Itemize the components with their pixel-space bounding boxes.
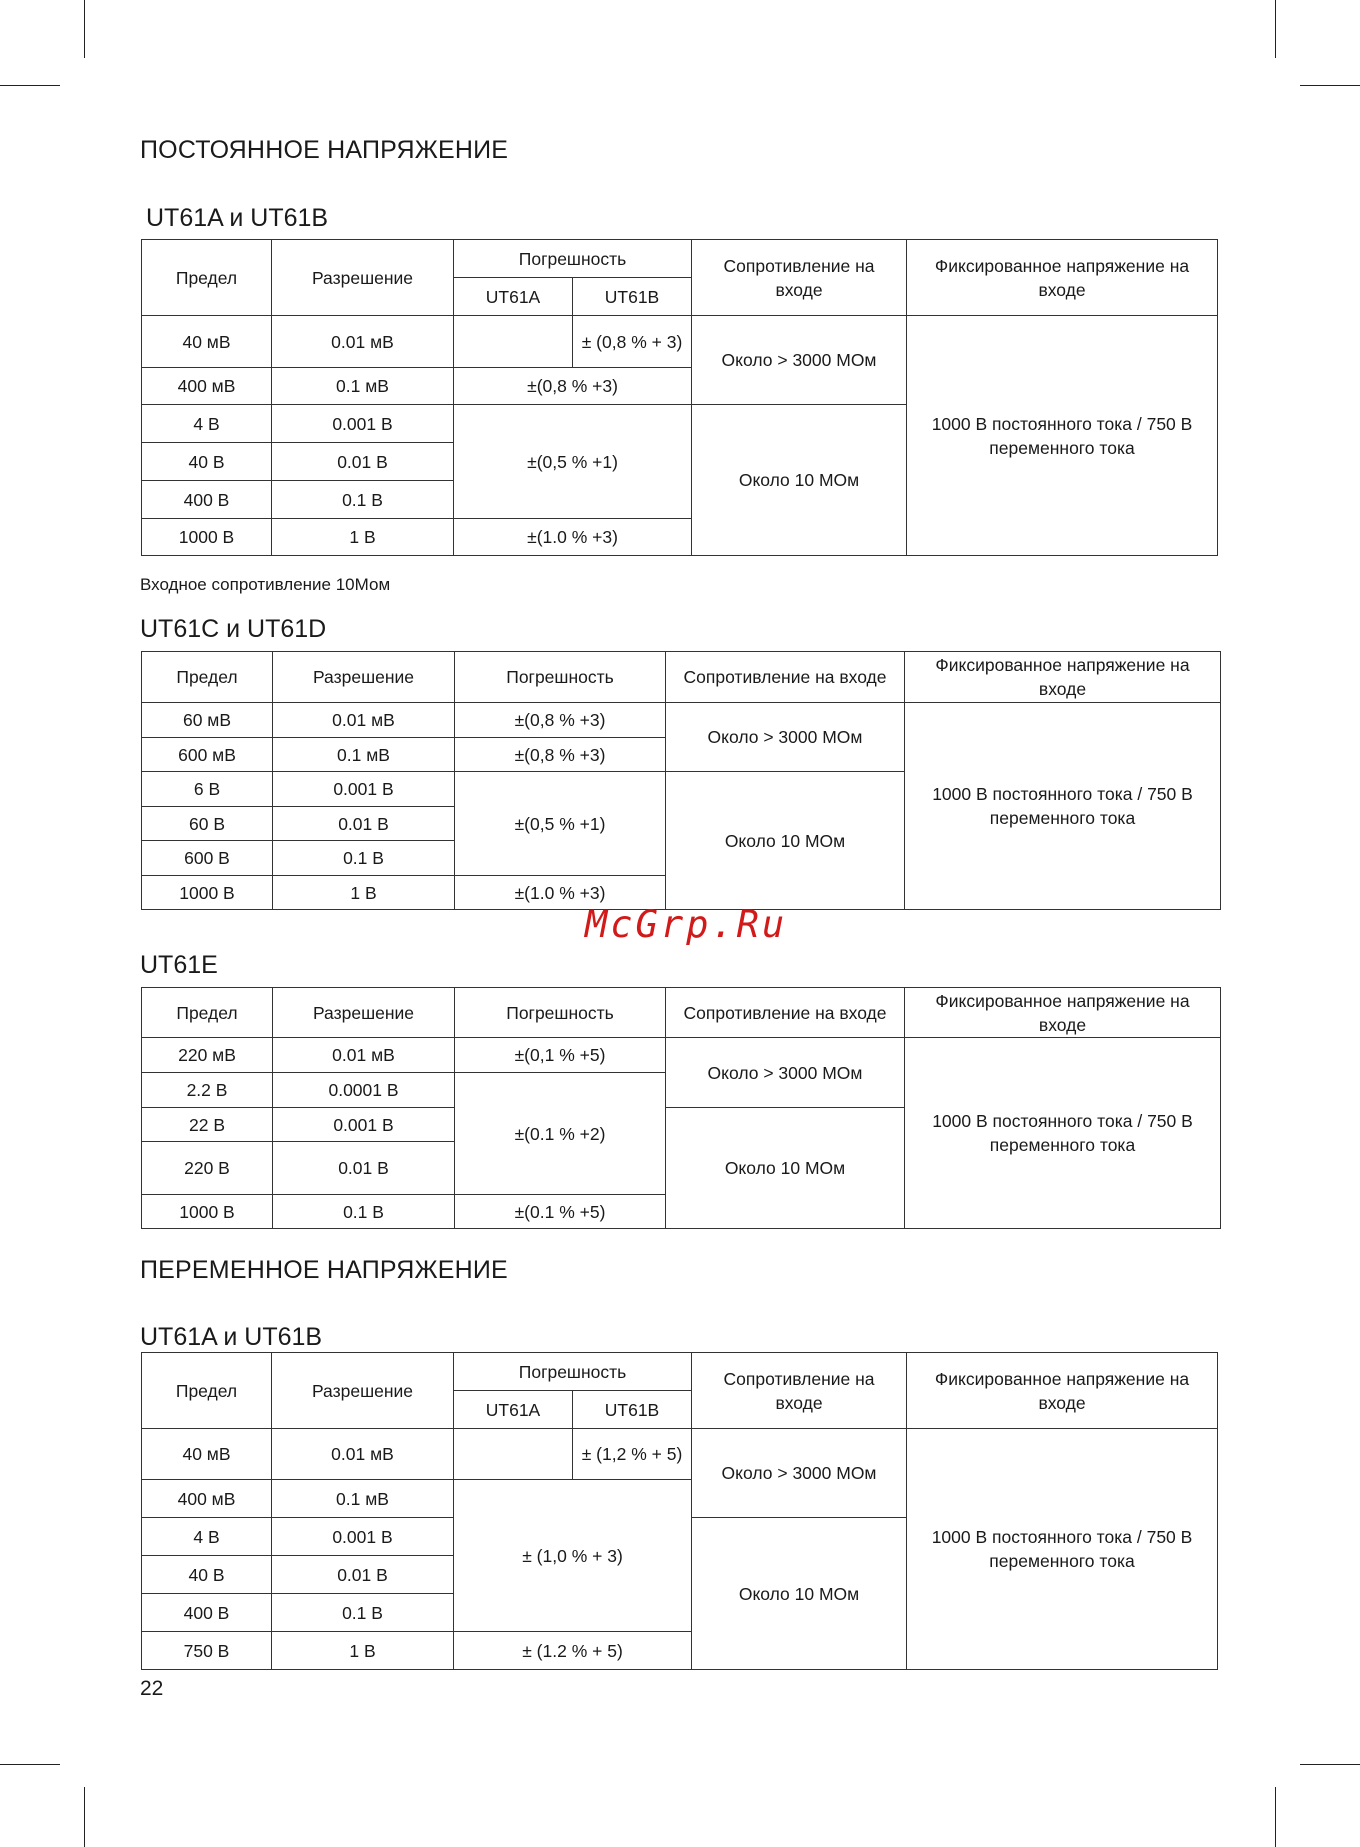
resolution-cell: 0.1 В <box>273 1195 455 1229</box>
range-cell: 40 мВ <box>142 1429 272 1480</box>
resistance-cell: Около 10 МОм <box>692 405 907 556</box>
col-header-accuracy: Погрешность <box>455 988 666 1038</box>
accuracy-cell: ±(0,5 % +1) <box>455 772 666 876</box>
col-header-resolution: Разрешение <box>273 652 455 703</box>
col-header-input-resistance: Сопротивление на входе <box>666 988 905 1038</box>
accuracy-cell: ±(0.1 % +2) <box>455 1073 666 1195</box>
crop-mark <box>84 1787 85 1847</box>
resolution-cell: 0.1 мВ <box>272 1480 454 1518</box>
table-row <box>142 316 1218 368</box>
range-cell: 60 мВ <box>142 703 273 738</box>
range-cell: 400 мВ <box>142 1480 272 1518</box>
ac-ab-table <box>141 1352 1218 1670</box>
resolution-cell: 1 В <box>272 519 454 556</box>
accuracy-ut61b-cell: ± (0,8 % + 3) <box>573 316 692 368</box>
crop-mark <box>0 1764 60 1765</box>
dc-cd-table <box>141 651 1221 910</box>
col-header-accuracy: Погрешность <box>455 652 666 703</box>
col-header-input-resistance: Сопротивление на входе <box>692 1353 907 1429</box>
range-cell: 400 мВ <box>142 368 272 405</box>
resolution-cell: 0.1 В <box>272 1594 454 1632</box>
range-cell: 1000 В <box>142 876 273 910</box>
col-header-resolution: Разрешение <box>272 1353 454 1429</box>
table-title-dc-e: UT61E <box>140 951 218 979</box>
fixed-voltage-cell: 1000 В постоянного тока / 750 В переменного тока <box>907 1429 1218 1670</box>
col-header-accuracy: Погрешность <box>454 240 692 278</box>
resistance-cell: Около 10 МОм <box>666 1108 905 1229</box>
range-cell: 6 В <box>142 772 273 807</box>
table-title-dc-cd: UT61C и UT61D <box>140 615 327 643</box>
resistance-cell: Около > 3000 МОм <box>666 703 905 772</box>
range-cell: 1000 В <box>142 519 272 556</box>
crop-mark <box>1300 85 1360 86</box>
col-header-ut61b: UT61B <box>573 278 692 316</box>
resolution-cell: 0.1 мВ <box>273 738 455 772</box>
page-number: 22 <box>140 1677 164 1700</box>
resolution-cell: 0.1 В <box>273 841 455 876</box>
accuracy-ut61b-cell: ± (1,2 % + 5) <box>573 1429 692 1480</box>
watermark: McGrp.Ru <box>585 903 788 946</box>
accuracy-cell: ±(0,5 % +1) <box>454 405 692 519</box>
col-header-accuracy: Погрешность <box>454 1353 692 1391</box>
col-header-resolution: Разрешение <box>272 240 454 316</box>
accuracy-cell: ±(0,8 % +3) <box>455 703 666 738</box>
range-cell: 4 В <box>142 1518 272 1556</box>
crop-mark <box>1275 1787 1276 1847</box>
col-header-resolution: Разрешение <box>273 988 455 1038</box>
range-cell: 4 В <box>142 405 272 443</box>
resolution-cell: 0.01 мВ <box>273 703 455 738</box>
accuracy-cell: ±(1.0 % +3) <box>454 519 692 556</box>
crop-mark <box>1275 0 1276 58</box>
table-row <box>142 1429 1218 1480</box>
resolution-cell: 0.01 мВ <box>273 1038 455 1073</box>
range-cell: 22 В <box>142 1108 273 1142</box>
col-header-range: Предел <box>142 1353 272 1429</box>
col-header-ut61a: UT61A <box>454 278 573 316</box>
range-cell: 750 В <box>142 1632 272 1670</box>
col-header-range: Предел <box>142 652 273 703</box>
resolution-cell: 0.01 В <box>272 1556 454 1594</box>
range-cell: 400 В <box>142 481 272 519</box>
resistance-cell: Около 10 МОм <box>692 1518 907 1670</box>
resolution-cell: 1 В <box>272 1632 454 1670</box>
col-header-input-resistance: Сопротивление на входе <box>692 240 907 316</box>
resolution-cell: 0.001 В <box>273 1108 455 1142</box>
resolution-cell: 0.01 В <box>272 443 454 481</box>
range-cell: 1000 В <box>142 1195 273 1229</box>
range-cell: 220 В <box>142 1142 273 1195</box>
col-header-input-resistance: Сопротивление на входе <box>666 652 905 703</box>
range-cell: 40 В <box>142 1556 272 1594</box>
crop-mark <box>1300 1764 1360 1765</box>
fixed-voltage-cell: 1000 В постоянного тока / 750 В переменного тока <box>907 316 1218 556</box>
accuracy-cell: ± (1.2 % + 5) <box>454 1632 692 1670</box>
table-title-ac-ab: UT61A и UT61B <box>140 1323 323 1351</box>
input-resistance-note: Входное сопротивление 10Мом <box>140 575 391 594</box>
accuracy-ut61a-cell <box>454 1429 573 1480</box>
resolution-cell: 0.01 В <box>273 807 455 841</box>
resolution-cell: 0.01 мВ <box>272 316 454 368</box>
table-title-dc-ab: UT61A и UT61B <box>146 204 329 232</box>
range-cell: 400 В <box>142 1594 272 1632</box>
fixed-voltage-cell: 1000 В постоянного тока / 750 В переменного тока <box>905 703 1221 910</box>
table-row <box>142 703 1221 738</box>
col-header-fixed-voltage: Фиксированное напряжение на входе <box>905 652 1221 703</box>
accuracy-cell: ± (1,0 % + 3) <box>454 1480 692 1632</box>
col-header-range: Предел <box>142 988 273 1038</box>
col-header-fixed-voltage: Фиксированное напряжение на входе <box>905 988 1221 1038</box>
resolution-cell: 1 В <box>273 876 455 910</box>
col-header-fixed-voltage: Фиксированное напряжение на входе <box>907 1353 1218 1429</box>
resistance-cell: Около > 3000 МОм <box>692 316 907 405</box>
resistance-cell: Около 10 МОм <box>666 772 905 910</box>
range-cell: 220 мВ <box>142 1038 273 1073</box>
section-heading-ac: ПЕРЕМЕННОЕ НАПРЯЖЕНИЕ <box>140 1256 508 1284</box>
dc-e-table <box>141 987 1221 1229</box>
resolution-cell: 0.01 В <box>273 1142 455 1195</box>
table-row <box>142 1038 1221 1073</box>
col-header-ut61b: UT61B <box>573 1391 692 1429</box>
resolution-cell: 0.1 В <box>272 481 454 519</box>
resolution-cell: 0.001 В <box>272 1518 454 1556</box>
range-cell: 40 В <box>142 443 272 481</box>
accuracy-cell: ±(0,8 % +3) <box>454 368 692 405</box>
range-cell: 60 В <box>142 807 273 841</box>
range-cell: 40 мВ <box>142 316 272 368</box>
resolution-cell: 0.0001 В <box>273 1073 455 1108</box>
resolution-cell: 0.001 В <box>272 405 454 443</box>
fixed-voltage-cell: 1000 В постоянного тока / 750 В переменного тока <box>905 1038 1221 1229</box>
resistance-cell: Около > 3000 МОм <box>666 1038 905 1108</box>
resistance-cell: Около > 3000 МОм <box>692 1429 907 1518</box>
col-header-fixed-voltage: Фиксированное напряжение на входе <box>907 240 1218 316</box>
resolution-cell: 0.1 мВ <box>272 368 454 405</box>
range-cell: 2.2 В <box>142 1073 273 1108</box>
accuracy-cell: ±(0,1 % +5) <box>455 1038 666 1073</box>
resolution-cell: 0.01 мВ <box>272 1429 454 1480</box>
resolution-cell: 0.001 В <box>273 772 455 807</box>
accuracy-cell: ±(0,8 % +3) <box>455 738 666 772</box>
crop-mark <box>84 0 85 58</box>
col-header-range: Предел <box>142 240 272 316</box>
accuracy-cell: ±(0.1 % +5) <box>455 1195 666 1229</box>
section-heading-dc: ПОСТОЯННОЕ НАПРЯЖЕНИЕ <box>140 136 509 164</box>
col-header-ut61a: UT61A <box>454 1391 573 1429</box>
range-cell: 600 мВ <box>142 738 273 772</box>
crop-mark <box>0 85 60 86</box>
range-cell: 600 В <box>142 841 273 876</box>
accuracy-ut61a-cell <box>454 316 573 368</box>
dc-ab-table <box>141 239 1218 556</box>
accuracy-cell: ±(1.0 % +3) <box>455 876 666 910</box>
